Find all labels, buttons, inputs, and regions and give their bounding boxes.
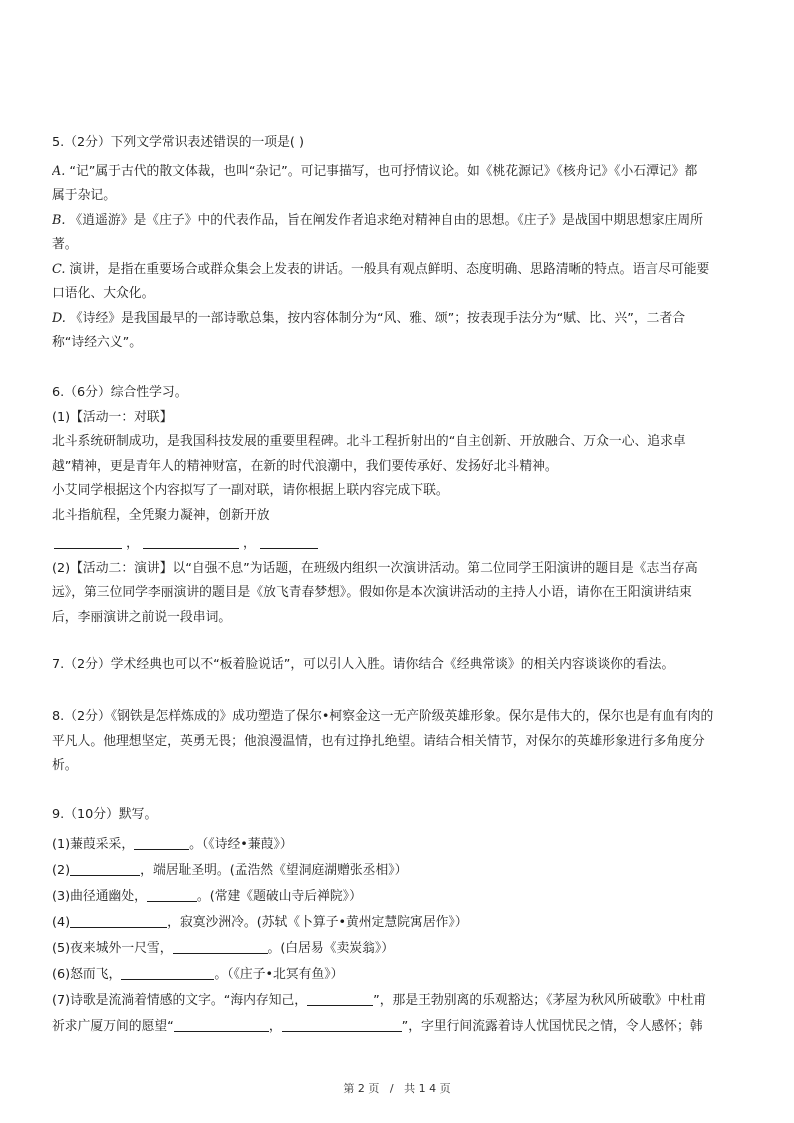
dictation-item-1 [52,832,752,858]
option-b-label: B. [52,212,66,228]
answer-blank [121,965,214,980]
option-c-label: C. [52,261,66,277]
option-d-line-1 [52,307,752,332]
item-text-before: (6)怒而飞， [52,966,122,982]
answer-blank [282,1017,402,1032]
item-text-before: (5)夜来城外一尺雪， [52,940,173,956]
option-a-text: “记”属于古代的散文体裁，也叫“杂记”。可记事描写，也可抒情议论。如《桃花源记》《核舟记》《小石潭记》都 [69,163,698,179]
activity-1-line-1: 北斗系统研制成功，是我国科技发展的重要里程碑。北斗工程折射出的“自主创新、开放融合、万众一心、追求卓 [52,434,686,449]
item-text-before: 祈求广厦万间的愿望“ [52,1018,174,1034]
option-d-label: D. [52,310,66,326]
dictation-item-2 [52,858,752,884]
question-6 [52,381,752,630]
activity-1-line-2: 越”精神，更是青年人的精神财富，在新的时代浪潮中，我们要传承好、发扬好北斗精神。 [52,458,558,474]
blank-separator: ， [126,536,139,551]
activity-2-line-2: 远》，第三位同学李丽演讲的题目是《放飞青春梦想》。假如你是本次演讲活动的主持人小语，请你在王阳演讲结束 [52,585,692,600]
item-text-before: (1)蒹葭采采， [52,836,135,852]
item-text-after: 。(常建《题破山寺后禅院》） [196,888,362,904]
item-text-before: (2) [52,862,71,878]
answer-blank [70,861,140,876]
option-c-text: 演讲，是指在重要场合或群众集会上发表的讲话。一般具有观点鲜明、态度明确、思路清晰的特点。语言尽可能要 [69,261,710,277]
answer-blank [307,991,373,1006]
question-9 [52,803,752,1040]
option-a-line-1 [52,160,752,185]
answer-blank [174,1017,269,1032]
item-text-after: 。（《诗经•蒹葭》） [189,836,293,852]
question-8-line-2: 平凡人。他理想坚定，英勇无畏；他浪漫温情，也有过挣扎绝望。请结合相关情节，对保尔的英雄形象进行多角度分 [52,733,705,749]
dictation-item-7-line-1 [52,988,752,1014]
answer-blank [147,887,197,902]
item-text-before: (7)诗歌是流淌着情感的文字。“海内存知己， [52,992,308,1008]
dictation-item-6 [52,962,752,988]
dictation-item-3 [52,884,752,910]
item-text-after: ，寂寞沙洲冷。(苏轼《卜算子•黄州定慧院寓居作》） [167,914,468,930]
item-text-after: ”，字里行间流露着诗人忧国忧民之情，令人感怀；韩 [401,1018,703,1034]
question-7-stem: 7.（2分）学术经典也可以不“板着脸说话”，可以引人入胜。请你结合《经典常谈》的相关内容谈谈你的看法。 [52,657,675,672]
answer-blank [54,534,122,549]
couplet-answer-line [52,532,752,557]
activity-2-line-3: 后，李丽演讲之前说一段串词。 [52,609,232,625]
option-d-line-2: 称“诗经六义”。 [52,335,143,350]
item-text-before: (4) [52,914,71,930]
dictation-item-4 [52,910,752,936]
dictation-item-5 [52,936,752,962]
question-5-stem: 5.（2分）下列文学常识表述错误的一项是( ) [52,135,304,150]
question-5-options [52,160,752,356]
question-8-line-1: 8.（2分）《钢铁是怎样炼成的》成功塑造了保尔•柯察金这一无产阶级英雄形象。保尔是伟大的，保尔也是有血有肉的 [52,709,714,724]
blank-separator: ， [243,536,256,551]
item-text-after: 。（《庄子•北冥有鱼》） [214,966,344,982]
option-a-line-2: 属于杂记。 [52,188,116,203]
item-text-after: ”，那是王勃别离的乐观豁达；《茅屋为秋风所破歌》中杜甫 [373,992,707,1008]
dictation-item-7-line-2 [52,1014,752,1040]
item-text-mid: ， [268,1018,282,1034]
activity-1-line-3: 小艾同学根据这个内容拟写了一副对联，请你根据上联内容完成下联。 [52,483,449,498]
question-7 [52,653,752,678]
question-9-stem: 9.（10分）默写。 [52,807,158,822]
option-b-line-2: 著。 [52,237,78,252]
option-d-text: 《诗经》是我国最早的一部诗歌总集，按内容体制分为“风、雅、颂”；按表现手法分为“赋、比、兴”，二者合 [69,310,686,326]
activity-1-heading: (1)【活动一：对联】 [52,409,173,425]
answer-blank [70,913,167,928]
question-8 [52,705,752,779]
option-b-text: 《逍遥游》是《庄子》中的代表作品，旨在阐发作者追求绝对精神自由的思想。《庄子》是战国中期思想家庄周所 [69,212,703,228]
question-5 [52,131,752,356]
question-8-line-3: 析。 [52,758,78,773]
item-text-before: (3)曲径通幽处， [52,888,147,904]
item-text-after: ，端居耻圣明。(孟浩然《望洞庭湖赠张丞相》） [140,862,408,878]
couplet-upper: 北斗指航程，全凭聚力凝神，创新开放 [52,507,270,523]
option-c-line-1 [52,258,752,283]
item-text-after: 。(白居易《卖炭翁》） [267,940,395,956]
option-c-line-2: 口语化、大众化。 [52,286,155,301]
option-a-label: A. [52,163,66,179]
page-number-footer: 第 2 页 / 共 1 4 页 [343,1082,451,1095]
answer-blank [173,939,268,954]
activity-2-line-1: (2)【活动二：演讲】以“自强不息”为话题，在班级内组织一次演讲活动。第二位同学王阳演讲的题目是《志当存高 [52,560,698,576]
answer-blank [143,534,239,549]
answer-blank [260,534,318,549]
option-b-line-1 [52,209,752,234]
answer-blank [134,835,189,850]
question-6-stem: 6.（6分）综合性学习。 [52,385,188,400]
